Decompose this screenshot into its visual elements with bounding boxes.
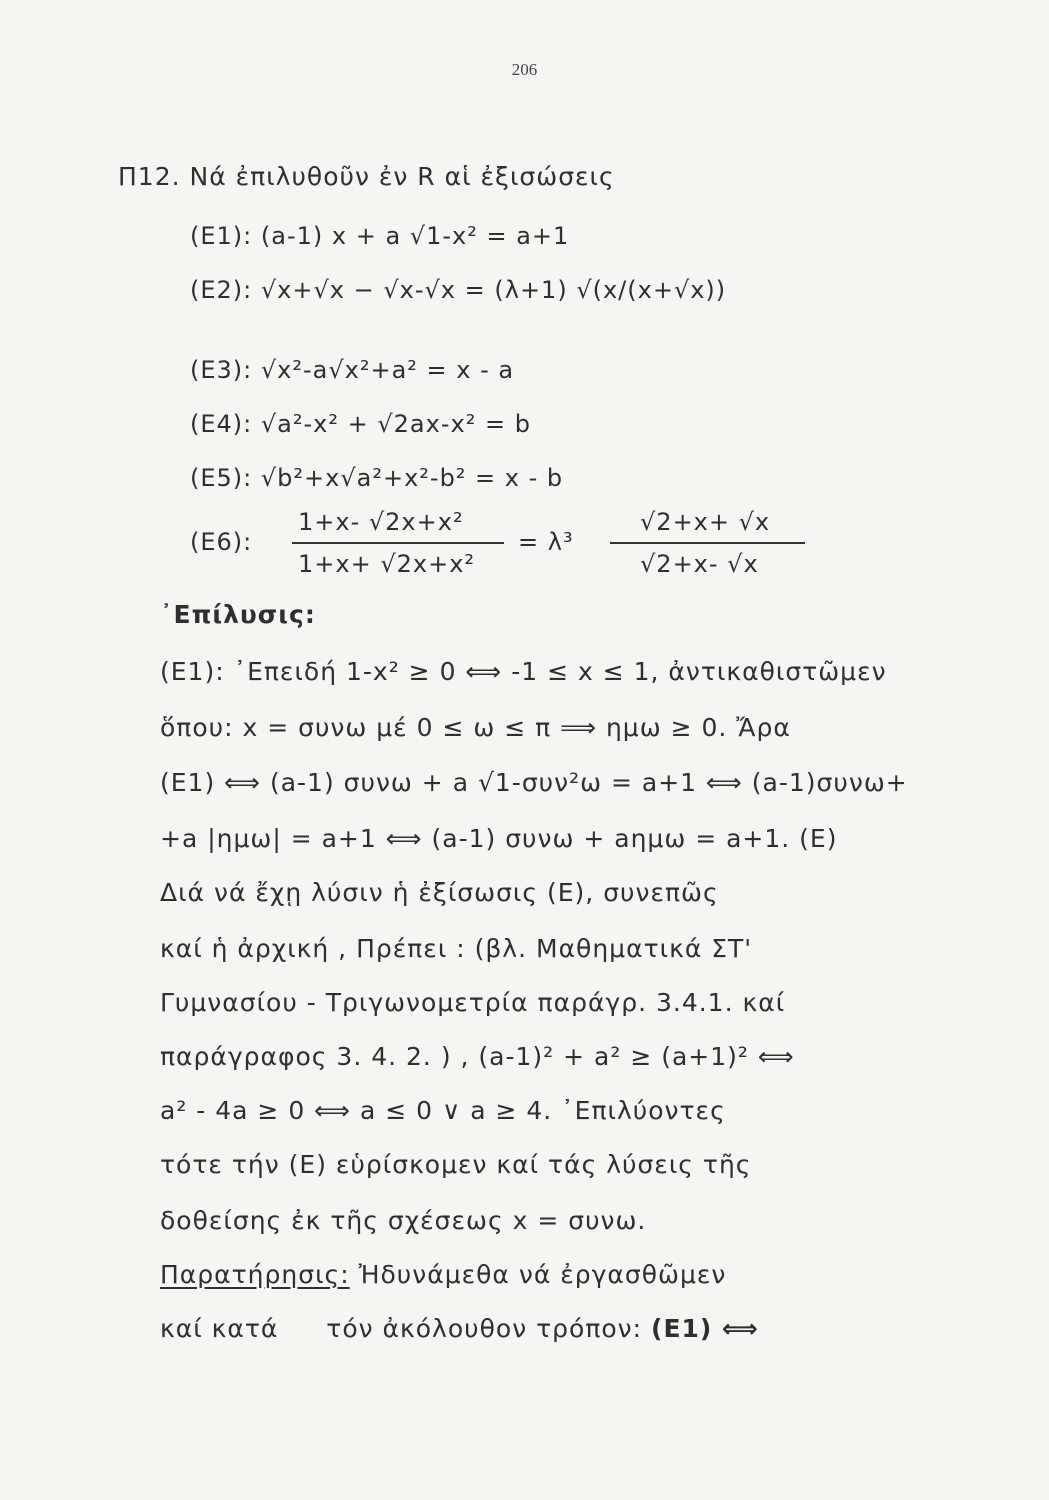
body-line: a² - 4a ≥ 0 ⟺ a ≤ 0 ∨ a ≥ 4. ᾿Επιλύοντες bbox=[160, 1096, 726, 1125]
equation-label: (E2): bbox=[190, 276, 253, 304]
equation-e2 bbox=[190, 276, 726, 304]
body-line: τότε τήν (E) εὑρίσκομεν καί τάς λύσεις τῆς bbox=[160, 1150, 752, 1179]
body-line: καί ἡ ἀρχική , Πρέπει : (βλ. Μαθηματικά ΣΤ' bbox=[160, 934, 753, 963]
remark-text-b: τόν ἀκόλουθον τρόπον: bbox=[326, 1314, 643, 1343]
remark-text-c: (E1) ⟺ bbox=[651, 1314, 759, 1343]
equation-label: (E1): bbox=[190, 222, 253, 250]
body-line: (E1) ⟺ (a-1) συνω + a √1-συν²ω = a+1 ⟺ (a-1)συνω+ bbox=[160, 768, 908, 797]
body-line: (E1): ᾿Επειδή 1-x² ≥ 0 ⟺ -1 ≤ x ≤ 1, ἀντικαθιστῶμεν bbox=[160, 657, 887, 686]
remark-line-2 bbox=[160, 1314, 759, 1343]
remark-text-a: καί κατά bbox=[160, 1314, 279, 1343]
e6-left-fraction-bar bbox=[292, 542, 504, 544]
e6-middle: = λ³ bbox=[518, 528, 574, 556]
body-line: Διά νά ἔχῃ λύσιν ἡ ἐξίσωσις (E), συνεπῶς bbox=[160, 878, 719, 907]
e6-left-denominator: 1+x+ √2x+x² bbox=[298, 550, 476, 578]
body-line: δοθείσης ἐκ τῆς σχέσεως x = συνω. bbox=[160, 1206, 647, 1235]
equation-e3 bbox=[190, 356, 514, 384]
e6-right-fraction-bar bbox=[610, 542, 805, 544]
equation-label: (E4): bbox=[190, 410, 253, 438]
equation-text: √x²-a√x²+a² = x - a bbox=[260, 356, 515, 384]
e6-left-numerator: 1+x- √2x+x² bbox=[298, 508, 464, 536]
e6-right-numerator: √2+x+ √x bbox=[640, 508, 771, 536]
equation-label: (E3): bbox=[190, 356, 253, 384]
equation-text: √a²-x² + √2ax-x² = b bbox=[260, 410, 531, 438]
solutions-heading: ᾿Επίλυσις: bbox=[160, 600, 316, 629]
equation-text: √x+√x − √x-√x = (λ+1) √(x/(x+√x)) bbox=[260, 276, 727, 304]
equation-text: √b²+x√a²+x²-b² = x - b bbox=[260, 464, 564, 492]
remark-label: Παρατήρησις: bbox=[160, 1260, 350, 1289]
body-line: παράγραφος 3. 4. 2. ) , (a-1)² + a² ≥ (a+1)² ⟺ bbox=[160, 1042, 795, 1071]
remark-text: Ἠδυνάμεθα νά ἐργασθῶμεν bbox=[358, 1260, 727, 1289]
equation-e5 bbox=[190, 464, 563, 492]
body-line: Γυμνασίου - Τριγωνομετρία παράγρ. 3.4.1. καί bbox=[160, 988, 786, 1017]
equation-e4 bbox=[190, 410, 531, 438]
body-line: ὅπου: x = συνω μέ 0 ≤ ω ≤ π ⟹ ημω ≥ 0. Ἄρα bbox=[160, 713, 791, 742]
remark-line-1 bbox=[160, 1260, 726, 1289]
equation-e6-label: (E6): bbox=[190, 528, 253, 556]
equation-e1 bbox=[190, 222, 569, 250]
equation-label: (E5): bbox=[190, 464, 253, 492]
equation-text: (a-1) x + a √1-x² = a+1 bbox=[260, 222, 570, 250]
body-line: +a |ημω| = a+1 ⟺ (a-1) συνω + aημω = a+1. (E) bbox=[160, 824, 838, 853]
e6-right-denominator: √2+x- √x bbox=[640, 550, 759, 578]
page-number: 206 bbox=[511, 60, 538, 79]
problem-title: Π12. Νά ἐπιλυθοῦν ἐν R αἱ ἐξισώσεις bbox=[118, 162, 615, 191]
